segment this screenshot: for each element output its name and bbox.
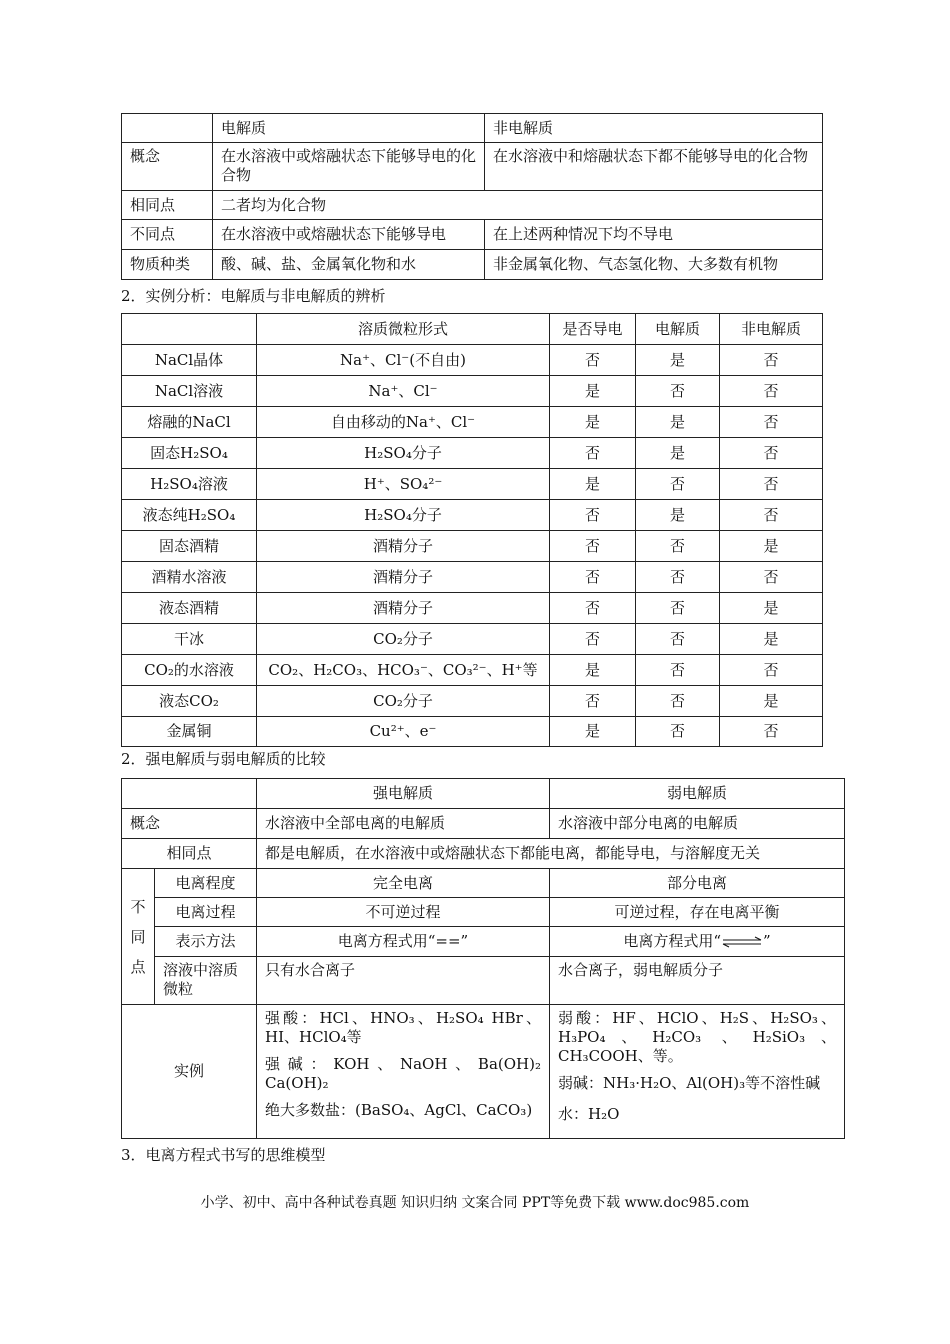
table-header-cell: 是否导电: [550, 314, 636, 345]
table-header-cell: [122, 114, 213, 143]
substance-cell: 酒精水溶液: [122, 562, 257, 593]
table-cell: 完全电离: [257, 869, 550, 898]
table-row: [122, 562, 823, 593]
electrolyte-cell: 否: [636, 562, 720, 593]
nonelectrolyte-cell: 是: [720, 531, 823, 562]
table-cell: 酸、碱、盐、金属氧化物和水: [213, 250, 485, 280]
electrolyte-cell: 是: [636, 438, 720, 469]
strong-base-examples: 强碱：KOH、NaOH、Ba(OH)₂ Ca(OH)₂: [265, 1055, 541, 1092]
table-cell-text: 电离方程式用“: [623, 932, 721, 950]
substance-cell: 液态酒精: [122, 593, 257, 624]
electrolyte-cell: 否: [636, 593, 720, 624]
weak-examples-cell: [550, 1005, 845, 1139]
strong-examples-cell: [257, 1005, 550, 1139]
particle-form-cell: Na⁺、Cl⁻(不自由): [257, 345, 550, 376]
table-header-cell: 电解质: [636, 314, 720, 345]
nonelectrolyte-cell: 否: [720, 345, 823, 376]
table-cell: 都是电解质，在水溶液中或熔融状态下都能电离，都能导电，与溶解度无关: [257, 839, 845, 869]
table-header-cell: 电解质: [213, 114, 485, 143]
table-cell: 电离方程式用“==”: [257, 927, 550, 957]
section-heading: 2．实例分析：电解质与非电解质的辨析: [121, 287, 386, 305]
table-row: [122, 686, 823, 717]
nonelectrolyte-cell: 否: [720, 500, 823, 531]
substance-cell: NaCl溶液: [122, 376, 257, 407]
nonelectrolyte-cell: 否: [720, 438, 823, 469]
conductive-cell: 是: [550, 407, 636, 438]
row-label: 概念: [122, 809, 257, 839]
table-cell: 水合离子，弱电解质分子: [550, 957, 845, 1005]
nonelectrolyte-cell: 否: [720, 717, 823, 747]
particle-form-cell: CO₂分子: [257, 624, 550, 655]
particle-form-cell: H₂SO₄分子: [257, 500, 550, 531]
substance-cell: 固态酒精: [122, 531, 257, 562]
electrolyte-examples-table: [121, 313, 823, 747]
water-example: 水：H₂O: [558, 1105, 620, 1123]
conductive-cell: 否: [550, 593, 636, 624]
row-label: 实例: [122, 1005, 257, 1139]
table-cell: 部分电离: [550, 869, 845, 898]
equilibrium-arrow-icon: [721, 936, 763, 948]
table-cell: 水溶液中全部电离的电解质: [257, 809, 550, 839]
electrolyte-cell: 否: [636, 469, 720, 500]
conductive-cell: 是: [550, 376, 636, 407]
table-header-cell: 非电解质: [485, 114, 823, 143]
row-label: 电离过程: [155, 898, 257, 927]
table-cell: 二者均为化合物: [213, 191, 823, 220]
electrolyte-cell: 否: [636, 686, 720, 717]
particle-form-cell: CO₂、H₂CO₃、HCO₃⁻、CO₃²⁻、H⁺等: [257, 655, 550, 686]
particle-form-cell: H₂SO₄分子: [257, 438, 550, 469]
conductive-cell: 否: [550, 562, 636, 593]
table-cell: 只有水合离子: [257, 957, 550, 1005]
electrolyte-cell: 是: [636, 345, 720, 376]
conductive-cell: 否: [550, 686, 636, 717]
substance-cell: 熔融的NaCl: [122, 407, 257, 438]
electrolyte-cell: 否: [636, 376, 720, 407]
conductive-cell: 是: [550, 469, 636, 500]
row-label: 表示方法: [155, 927, 257, 957]
substance-cell: CO₂的水溶液: [122, 655, 257, 686]
weak-acid-examples: 弱酸：HF、HClO、H₂S、H₂SO₃、H₃PO₄、H₂CO₃ 、H₂SiO₃、CH₃COOH、等。: [558, 1009, 836, 1065]
page-footer: 小学、初中、高中各种试卷真题 知识归纳 文案合同 PPT等免费下载 www.doc985.com: [200, 1195, 750, 1211]
table-cell: 水溶液中部分电离的电解质: [550, 809, 845, 839]
substance-cell: 液态纯H₂SO₄: [122, 500, 257, 531]
electrolyte-cell: 否: [636, 717, 720, 747]
section-heading: 3．电离方程式书写的思维模型: [121, 1146, 326, 1164]
table-header-cell: [122, 314, 257, 345]
row-label: 概念: [122, 143, 213, 191]
nonelectrolyte-cell: 是: [720, 686, 823, 717]
table-cell: 在水溶液中或熔融状态下能够导电的化合物: [213, 143, 485, 191]
nonelectrolyte-cell: 是: [720, 593, 823, 624]
nonelectrolyte-cell: 否: [720, 376, 823, 407]
particle-form-cell: CO₂分子: [257, 686, 550, 717]
conductive-cell: 否: [550, 624, 636, 655]
table-row: [122, 531, 823, 562]
row-label: 相同点: [122, 191, 213, 220]
conductive-cell: 否: [550, 345, 636, 376]
electrolyte-cell: 是: [636, 407, 720, 438]
substance-cell: NaCl晶体: [122, 345, 257, 376]
nonelectrolyte-cell: 否: [720, 469, 823, 500]
table-cell: 非金属氧化物、气态氢化物、大多数有机物: [485, 250, 823, 280]
table-row: [122, 469, 823, 500]
section-heading: 2．强电解质与弱电解质的比较: [121, 750, 326, 768]
table-header-cell: 弱电解质: [550, 779, 845, 809]
table-row: [122, 593, 823, 624]
table-cell-text: ”: [763, 932, 771, 950]
table-row: [122, 376, 823, 407]
nonelectrolyte-cell: 否: [720, 407, 823, 438]
table-row: [122, 407, 823, 438]
row-label: 物质种类: [122, 250, 213, 280]
table-row: [122, 717, 823, 747]
substance-cell: H₂SO₄溶液: [122, 469, 257, 500]
conductive-cell: 是: [550, 655, 636, 686]
substance-cell: 金属铜: [122, 717, 257, 747]
electrolyte-concept-table: [121, 113, 823, 280]
electrolyte-cell: 否: [636, 655, 720, 686]
table-cell: 可逆过程，存在电离平衡: [550, 898, 845, 927]
particle-form-cell: 酒精分子: [257, 562, 550, 593]
table-header-cell: 非电解质: [720, 314, 823, 345]
nonelectrolyte-cell: 是: [720, 624, 823, 655]
table-row: [122, 500, 823, 531]
particle-form-cell: Cu²⁺、e⁻: [257, 717, 550, 747]
table-row: [122, 438, 823, 469]
row-label: 相同点: [122, 839, 257, 869]
electrolyte-cell: 否: [636, 624, 720, 655]
particle-form-cell: H⁺、SO₄²⁻: [257, 469, 550, 500]
table-row: [122, 655, 823, 686]
table-header-cell: 溶质微粒形式: [257, 314, 550, 345]
electrolyte-cell: 是: [636, 500, 720, 531]
weak-base-examples: 弱碱：NH₃·H₂O、Al(OH)₃等不溶性碱: [558, 1074, 821, 1092]
table-header-cell: 强电解质: [257, 779, 550, 809]
substance-cell: 液态CO₂: [122, 686, 257, 717]
table-header-cell: [122, 779, 257, 809]
table-row: [122, 624, 823, 655]
substance-cell: 固态H₂SO₄: [122, 438, 257, 469]
strong-weak-electrolyte-table: [121, 778, 845, 1139]
substance-cell: 干冰: [122, 624, 257, 655]
table-row: [122, 345, 823, 376]
table-cell: 在水溶液中或熔融状态下能够导电: [213, 220, 485, 250]
electrolyte-cell: 否: [636, 531, 720, 562]
conductive-cell: 是: [550, 717, 636, 747]
table-cell: 不可逆过程: [257, 898, 550, 927]
table-cell: 在上述两种情况下均不导电: [485, 220, 823, 250]
table-cell: 在水溶液中和熔融状态下都不能够导电的化合物: [485, 143, 823, 191]
conductive-cell: 否: [550, 531, 636, 562]
particle-form-cell: 自由移动的Na⁺、Cl⁻: [257, 407, 550, 438]
nonelectrolyte-cell: 否: [720, 655, 823, 686]
conductive-cell: 否: [550, 438, 636, 469]
table-cell: [550, 927, 845, 957]
particle-form-cell: 酒精分子: [257, 593, 550, 624]
particle-form-cell: 酒精分子: [257, 531, 550, 562]
row-label: 不同点: [122, 220, 213, 250]
diff-label: 不同点: [122, 869, 155, 1005]
nonelectrolyte-cell: 否: [720, 562, 823, 593]
row-label: 电离程度: [155, 869, 257, 898]
particle-form-cell: Na⁺、Cl⁻: [257, 376, 550, 407]
strong-acid-examples: 强酸：HCl、HNO₃、H₂SO₄ HBr、HI、HClO₄等: [265, 1009, 541, 1046]
row-label: 溶液中溶质微粒: [155, 957, 257, 1005]
salt-examples: 绝大多数盐：(BaSO₄、AgCl、CaCO₃): [265, 1101, 533, 1119]
conductive-cell: 否: [550, 500, 636, 531]
